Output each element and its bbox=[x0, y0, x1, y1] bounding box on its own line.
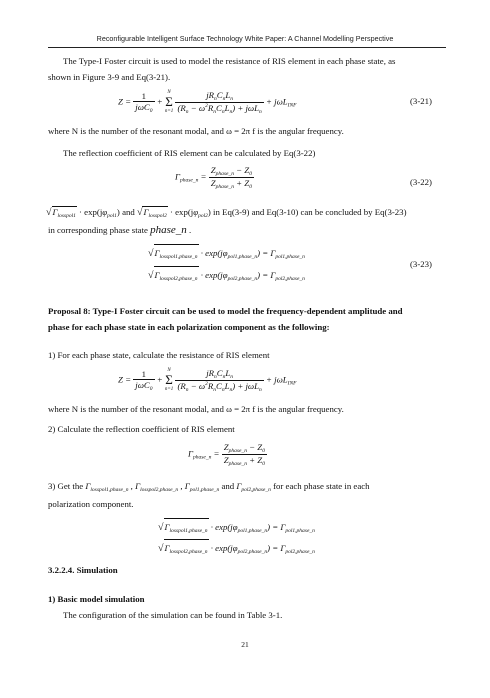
section-heading: 3.2.2.4. Simulation bbox=[48, 565, 118, 575]
para3-and: and bbox=[122, 207, 135, 217]
where-text-1: where N is the number of the resonant modal, and ω = 2π f is the angular frequency. bbox=[48, 126, 344, 136]
final-para: The configuration of the simulation can be found in Table 3-1. bbox=[63, 610, 283, 620]
step3-line1: 3) Get the $\Gamma_{losspol1,phase\_n}$ , $\Gamma_{losspol2,phase\_n}$ , $\Gamma_{pol1,phase\_n}$ and $\Gamma_{pol2,phase\_n}$ for each phase state in each bbox=[48, 481, 370, 493]
para1-line1: The Type-I Foster circuit is used to model the resistance of RIS element in each phase state, as bbox=[63, 56, 396, 66]
equation-3-22: $\Gamma_{phase\_n}$ = $\frac{Z_{phase\_n} - Z_0}{Z_{phase\_n} + Z_0}$ bbox=[175, 165, 252, 190]
equation-resistance: Z = $\frac{1}{j\omega C_0}$ + N Σ n=1 $\frac{jR_nC_nL_n}{(R_n - \omega^2R_nC_nL_n) + j\omega L_n}$ + jωL$_{INF}$ bbox=[118, 368, 297, 393]
proposal-line2: phase for each phase state in each polarization component as the following: bbox=[48, 322, 330, 332]
para3-tail: in Eq(3-9) and Eq(3-10) can be concluded by Eq(3-23) bbox=[213, 207, 407, 217]
equation-3-23: $√\Gamma_{losspol1,phase\_n} \cdot \exp(j\varphi_{pol1,phase\_n}) = \Gamma_{pol1,phase\_n}$ $√\Gamma_{losspol2,phase\_n} \cdot \exp(j\varphi_{pol2,phase\_n}) = \Gamma_{pol2,phase\_n}$ bbox=[148, 244, 305, 288]
header-rule bbox=[48, 47, 446, 48]
para3-line1: $√\Gamma_{losspol1} \cdot \exp(j\varphi_{pol1})$ and $√\Gamma_{losspol2} \cdot \exp(j\varphi_{pol2})$ in Eq(3-9) and Eq(3-10) can be concluded by Eq(3-23) bbox=[46, 206, 407, 222]
para1-line2: shown in Figure 3-9 and Eq(3-21). bbox=[48, 72, 171, 82]
step3-line2: polarization component. bbox=[48, 499, 134, 509]
equation-number-3-21: (3-21) bbox=[410, 96, 432, 106]
page-number: 21 bbox=[241, 640, 249, 649]
running-header: Reconfigurable Intelligent Surface Technology White Paper: A Channel Modelling Perspective bbox=[96, 34, 394, 43]
proposal-line1: Proposal 8: Type-I Foster circuit can be used to model the frequency-dependent amplitude and bbox=[48, 306, 403, 316]
equation-step3: $√\Gamma_{losspol1,phase\_n} \cdot \exp(j\varphi_{pol1,phase\_n}) = \Gamma_{pol1,phase\_n}$ $√\Gamma_{losspol2,phase\_n} \cdot \exp(j\varphi_{pol2,phase\_n}) = \Gamma_{pol2,phase\_n}$ bbox=[158, 518, 315, 560]
para2: The reflection coefficient of RIS element can be calculated by Eq(3-22) bbox=[63, 148, 316, 158]
para3-line2: in corresponding phase state phase_n . bbox=[48, 224, 192, 236]
equation-reflection: $\Gamma_{phase\_n}$ = $\frac{Z_{phase\_n} - Z_0}{Z_{phase\_n} + Z_0}$ bbox=[188, 442, 265, 467]
step3-lead: 3) Get the bbox=[48, 481, 84, 491]
para3-line2-text: in corresponding phase state bbox=[48, 225, 148, 235]
step2: 2) Calculate the reflection coefficient of RIS element bbox=[48, 424, 235, 434]
subheading: 1) Basic model simulation bbox=[48, 594, 145, 604]
step3-and: and bbox=[221, 481, 235, 491]
equation-3-21: Z = $\frac{1}{j\omega C_0}$ + N Σ n=1 $\frac{jR_nC_nL_n}{(R_n - \omega^2R_nC_nL_n) + j\omega L_n}$ + jωL$_{INF}$ bbox=[118, 90, 297, 115]
equation-number-3-23: (3-23) bbox=[410, 259, 432, 269]
where-text-2: where N is the number of the resonant modal, and ω = 2π f is the angular frequency. bbox=[48, 404, 344, 414]
step1: 1) For each phase state, calculate the resistance of RIS element bbox=[48, 350, 270, 360]
equation-number-3-22: (3-22) bbox=[410, 177, 432, 187]
step3-tail: for each phase state in each bbox=[273, 481, 370, 491]
